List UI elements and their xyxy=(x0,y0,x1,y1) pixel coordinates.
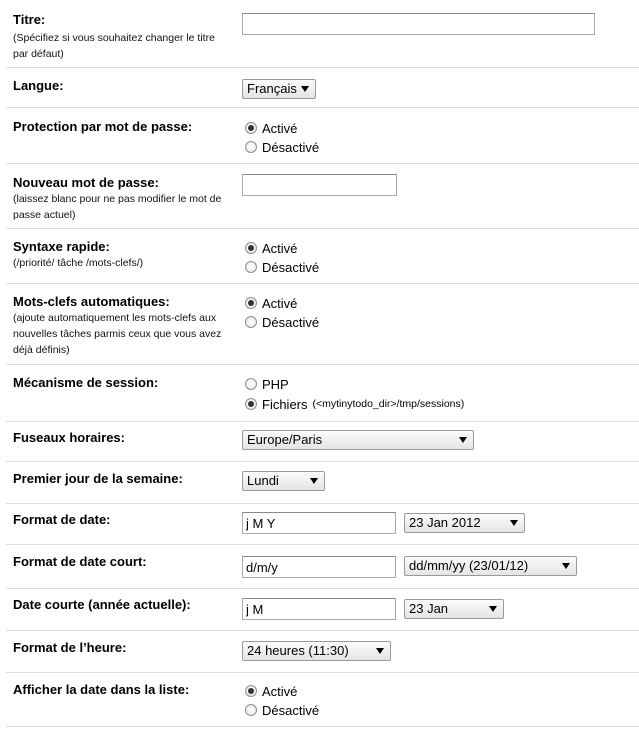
password-protection-option-off[interactable] xyxy=(245,138,319,156)
show-date-in-list-label-group xyxy=(13,682,228,698)
date-format-label: Format de date: xyxy=(13,512,111,527)
radio-unchecked-icon[interactable] xyxy=(245,316,257,328)
row-password-protection xyxy=(6,107,639,164)
radio-checked-icon[interactable] xyxy=(245,122,257,134)
row-auto-tags xyxy=(6,283,639,365)
session-option-php[interactable] xyxy=(245,375,289,393)
short-date-current-year-label: Date courte (année actuelle): xyxy=(13,597,191,612)
show-date-in-list-on-label: Activé xyxy=(262,683,298,699)
row-time-format xyxy=(6,630,639,673)
radio-checked-icon[interactable] xyxy=(245,297,257,309)
row-date-format xyxy=(6,503,639,545)
auto-tags-hint: (ajoute automatiquement les mots-clefs aux nouvelles tâches parmis ceux que vous avez déjà définis) xyxy=(13,312,222,356)
row-short-date-current-year xyxy=(6,588,639,631)
smart-syntax-option-off[interactable] xyxy=(245,258,319,276)
chevron-down-icon xyxy=(376,648,384,654)
timezone-select-value: Europe/Paris xyxy=(247,432,323,447)
short-date-current-year-input[interactable] xyxy=(242,598,396,620)
row-new-password xyxy=(6,163,639,229)
time-format-select-value: 24 heures (11:30) xyxy=(247,643,349,658)
auto-tags-off-label: Désactivé xyxy=(262,314,320,330)
password-protection-on-label: Activé xyxy=(262,120,298,136)
radio-checked-icon[interactable] xyxy=(245,685,257,697)
show-date-in-list-option-off[interactable] xyxy=(245,701,319,719)
first-day-label-group xyxy=(13,471,228,487)
new-password-hint: (laissez blanc pour ne pas modifier le mot de passe actuel) xyxy=(13,193,222,221)
session-option-files[interactable] xyxy=(245,395,464,413)
password-protection-option-on[interactable] xyxy=(245,119,297,137)
session-php-label: PHP xyxy=(262,376,289,392)
auto-tags-option-on[interactable] xyxy=(245,294,297,312)
row-language xyxy=(6,67,639,108)
session-files-note: (<mytinytodo_dir>/tmp/sessions) xyxy=(312,398,465,410)
chevron-down-icon xyxy=(510,520,518,526)
chevron-down-icon xyxy=(459,437,467,443)
timezone-label: Fuseaux horaires: xyxy=(13,430,125,445)
session-label: Mécanisme de session: xyxy=(13,375,159,390)
time-format-select[interactable] xyxy=(242,641,391,661)
short-date-current-year-preset-value: 23 Jan xyxy=(409,601,449,616)
session-label-group xyxy=(13,375,228,391)
chevron-down-icon xyxy=(310,478,318,484)
show-date-in-list-option-on[interactable] xyxy=(245,682,297,700)
radio-checked-icon[interactable] xyxy=(245,242,257,254)
radio-unchecked-icon[interactable] xyxy=(245,704,257,716)
first-day-select[interactable] xyxy=(242,471,325,491)
new-password-label: Nouveau mot de passe: xyxy=(13,175,159,190)
row-show-date-in-list xyxy=(6,672,639,727)
smart-syntax-label: Syntaxe rapide: xyxy=(13,239,110,254)
short-date-format-input[interactable] xyxy=(242,556,396,578)
short-date-format-preset-select[interactable] xyxy=(404,556,577,576)
first-day-label: Premier jour de la semaine: xyxy=(13,471,183,486)
language-label: Langue: xyxy=(13,78,64,93)
smart-syntax-label-group xyxy=(13,239,228,271)
title-label: Titre: xyxy=(13,12,46,27)
row-first-day xyxy=(6,461,639,504)
title-label-group xyxy=(13,12,228,62)
chevron-down-icon xyxy=(301,86,309,92)
radio-unchecked-icon[interactable] xyxy=(245,378,257,390)
new-password-input[interactable] xyxy=(242,174,397,196)
radio-unchecked-icon[interactable] xyxy=(245,141,257,153)
short-date-format-label: Format de date court: xyxy=(13,554,147,569)
date-format-input[interactable] xyxy=(242,512,396,534)
session-files-label: Fichiers xyxy=(262,396,308,412)
smart-syntax-hint: (/priorité/ tâche /mots-clefs/) xyxy=(13,257,144,269)
time-format-label: Format de l’heure: xyxy=(13,640,127,655)
short-date-current-year-preset-select[interactable] xyxy=(404,599,504,619)
row-session xyxy=(6,364,639,422)
short-date-format-label-group xyxy=(13,554,228,570)
language-label-group xyxy=(13,78,228,94)
smart-syntax-on-label: Activé xyxy=(262,240,298,256)
timezone-label-group xyxy=(13,430,228,446)
chevron-down-icon xyxy=(489,606,497,612)
row-timezone xyxy=(6,421,639,462)
new-password-label-group xyxy=(13,175,228,223)
title-input[interactable] xyxy=(242,13,595,35)
auto-tags-option-off[interactable] xyxy=(245,313,319,331)
auto-tags-on-label: Activé xyxy=(262,295,298,311)
row-smart-syntax xyxy=(6,228,639,284)
show-date-in-list-off-label: Désactivé xyxy=(262,702,320,718)
radio-checked-icon[interactable] xyxy=(245,398,257,410)
password-protection-label-group xyxy=(13,119,228,135)
password-protection-off-label: Désactivé xyxy=(262,139,320,155)
language-select[interactable] xyxy=(242,79,316,99)
date-format-label-group xyxy=(13,512,228,528)
auto-tags-label: Mots-clefs automatiques: xyxy=(13,294,170,309)
language-select-value: Français xyxy=(247,81,297,96)
timezone-select[interactable] xyxy=(242,430,474,450)
password-protection-label: Protection par mot de passe: xyxy=(13,119,193,134)
smart-syntax-off-label: Désactivé xyxy=(262,259,320,275)
time-format-label-group xyxy=(13,640,228,656)
date-format-preset-select[interactable] xyxy=(404,513,525,533)
auto-tags-label-group xyxy=(13,294,228,358)
radio-unchecked-icon[interactable] xyxy=(245,261,257,273)
smart-syntax-option-on[interactable] xyxy=(245,239,297,257)
row-title xyxy=(6,0,639,68)
show-date-in-list-label: Afficher la date dans la liste: xyxy=(13,682,190,697)
row-short-date-format xyxy=(6,544,639,589)
chevron-down-icon xyxy=(562,563,570,569)
first-day-select-value: Lundi xyxy=(247,473,279,488)
short-date-format-preset-value: dd/mm/yy (23/01/12) xyxy=(409,558,529,573)
title-hint: (Spécifiez si vous souhaitez changer le titre par défaut) xyxy=(13,32,215,60)
short-date-current-year-label-group xyxy=(13,597,228,613)
date-format-preset-value: 23 Jan 2012 xyxy=(409,515,481,530)
